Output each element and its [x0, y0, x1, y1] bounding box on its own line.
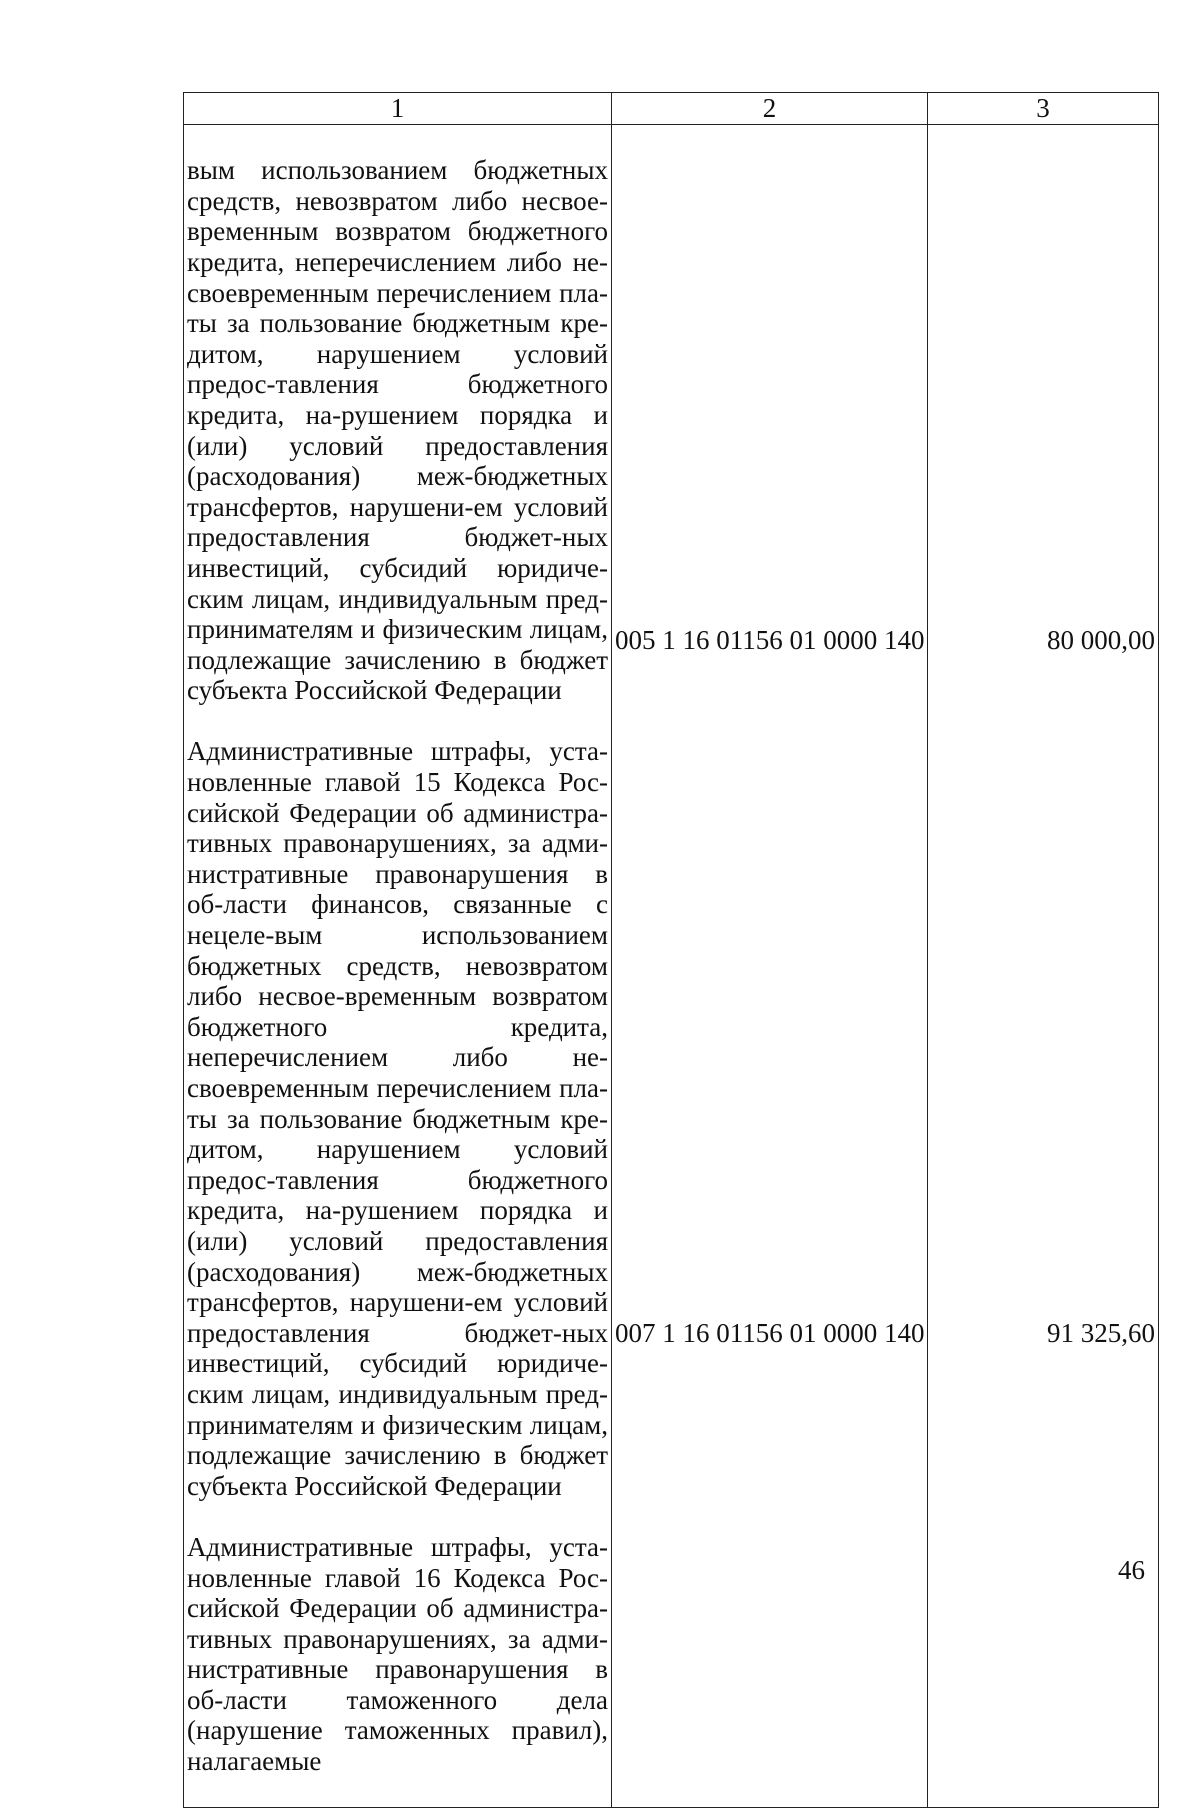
column-header-1: 1 [184, 93, 612, 125]
description-cell [184, 124, 612, 1808]
column-header-3: 3 [928, 93, 1159, 125]
code-cell [612, 124, 928, 1808]
budget-table [183, 92, 1159, 1808]
table-row [184, 124, 1159, 1808]
column-header-2: 2 [612, 93, 928, 125]
description-segment: Административные штрафы, уста-новленные главой 16 Кодекса Рос-сийской Федерации об администра-тивных правонарушениях, за адми-нистративные правонарушения в об-ласти таможенного дела (нарушение таможенных правил), налагаемые [187, 1531, 608, 1777]
budget-code: 007 1 16 01156 01 0000 140 [615, 1317, 925, 1348]
amount-value: 80 000,00 [1047, 624, 1155, 655]
budget-code: 005 1 16 01156 01 0000 140 [615, 624, 925, 655]
description-segment: Административные штрафы, уста-новленные главой 15 Кодекса Рос-сийской Федерации об администра-тивных правонарушениях, за адми-нистративные правонарушения в об-ласти финансов, связанные с нецеле-вым использованием бюджетных средств, невозвратом либо несвое-временным возвратом бюджетного кредита, неперечислением либо не-своевременным перечислением пла-ты за пользование бюджетным кре-дитом, нарушением условий предос-тавления бюджетного кредита, на-рушением порядка и (или) условий предоставления (расходования) меж-бюджетных трансфертов, нарушени-ем условий предоставления бюджет-ных инвестиций, субсидий юридиче-ским лицам, индивидуальным пред-принимателям и физическим лицам, подлежащие зачислению в бюджет субъекта Российской Федерации [187, 736, 608, 1501]
page-number: 46 [1118, 1555, 1145, 1585]
header-row [184, 93, 1159, 125]
amount-value: 91 325,60 [1047, 1317, 1155, 1348]
description-segment: вым использованием бюджетных средств, невозвратом либо несвое-временным возвратом бюджетного кредита, неперечислением либо не-своевременным перечислением пла-ты за пользование бюджетным кре-дитом, нарушением условий предос-тавления бюджетного кредита, на-рушением порядка и (или) условий предоставления (расходования) меж-бюджетных трансфертов, нарушени-ем условий предоставления бюджет-ных инвестиций, субсидий юридиче-ским лицам, индивидуальным пред-принимателям и физическим лицам, подлежащие зачислению в бюджет субъекта Российской Федерации [187, 155, 608, 706]
